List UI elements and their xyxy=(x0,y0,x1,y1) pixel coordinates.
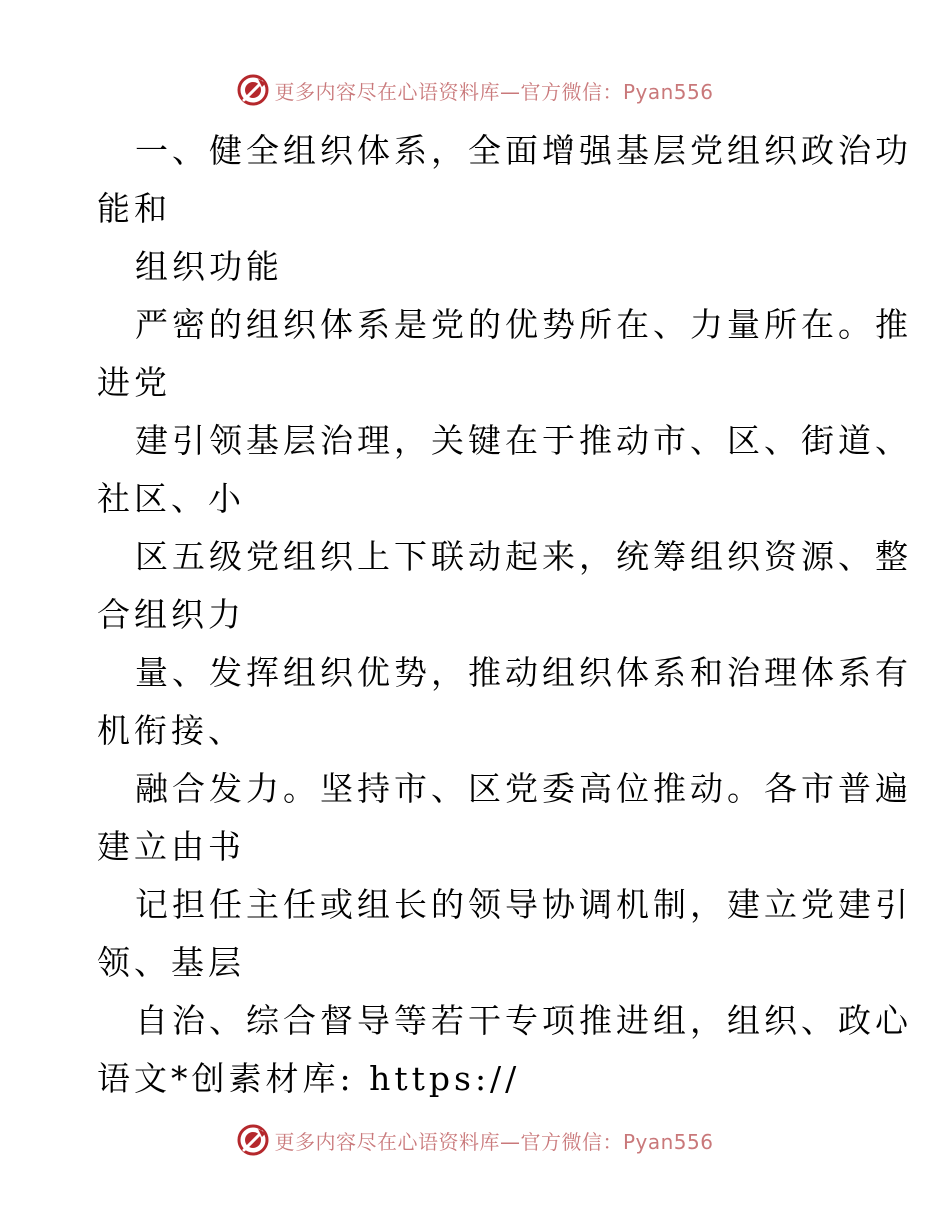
body-line: 建引领基层治理，关键在于推动市、区、街道、 xyxy=(135,421,912,460)
footer-banner-text: 更多内容尽在心语资料库—官方微信：Pyan556 xyxy=(274,1129,714,1154)
body-line: 自治、综合督导等若干专项推进组，组织、政心 xyxy=(135,1001,912,1040)
body-line: 区五级党组织上下联动起来，统筹组织资源、整 xyxy=(135,537,912,576)
footer-banner xyxy=(0,1118,950,1162)
pen-logo-icon xyxy=(236,73,270,107)
body-line: 严密的组织体系是党的优势所在、力量所在。推 xyxy=(135,305,912,344)
body-line: 进党 xyxy=(97,363,171,402)
body-line: 记担任主任或组长的领导协调机制，建立党建引 xyxy=(135,885,912,924)
body-line: 语文*创素材库: https:// xyxy=(97,1059,521,1098)
header-banner-text: 更多内容尽在心语资料库—官方微信：Pyan556 xyxy=(274,79,714,104)
body-line: 组织功能 xyxy=(135,247,283,286)
body-line: 一、健全组织体系，全面增强基层党组织政治功 xyxy=(135,131,912,170)
body-line: 能和 xyxy=(97,189,171,228)
body-line: 量、发挥组织优势，推动组织体系和治理体系有 xyxy=(135,653,912,692)
body-line: 合组织力 xyxy=(97,595,245,634)
body-line: 领、基层 xyxy=(97,943,245,982)
header-banner xyxy=(0,68,950,112)
body-line: 社区、小 xyxy=(97,479,245,518)
document-body xyxy=(97,122,912,1108)
body-line: 机衔接、 xyxy=(97,711,245,750)
body-line: 融合发力。坚持市、区党委高位推动。各市普遍 xyxy=(135,769,912,808)
body-line: 建立由书 xyxy=(97,827,245,866)
pen-logo-icon xyxy=(236,1123,270,1157)
